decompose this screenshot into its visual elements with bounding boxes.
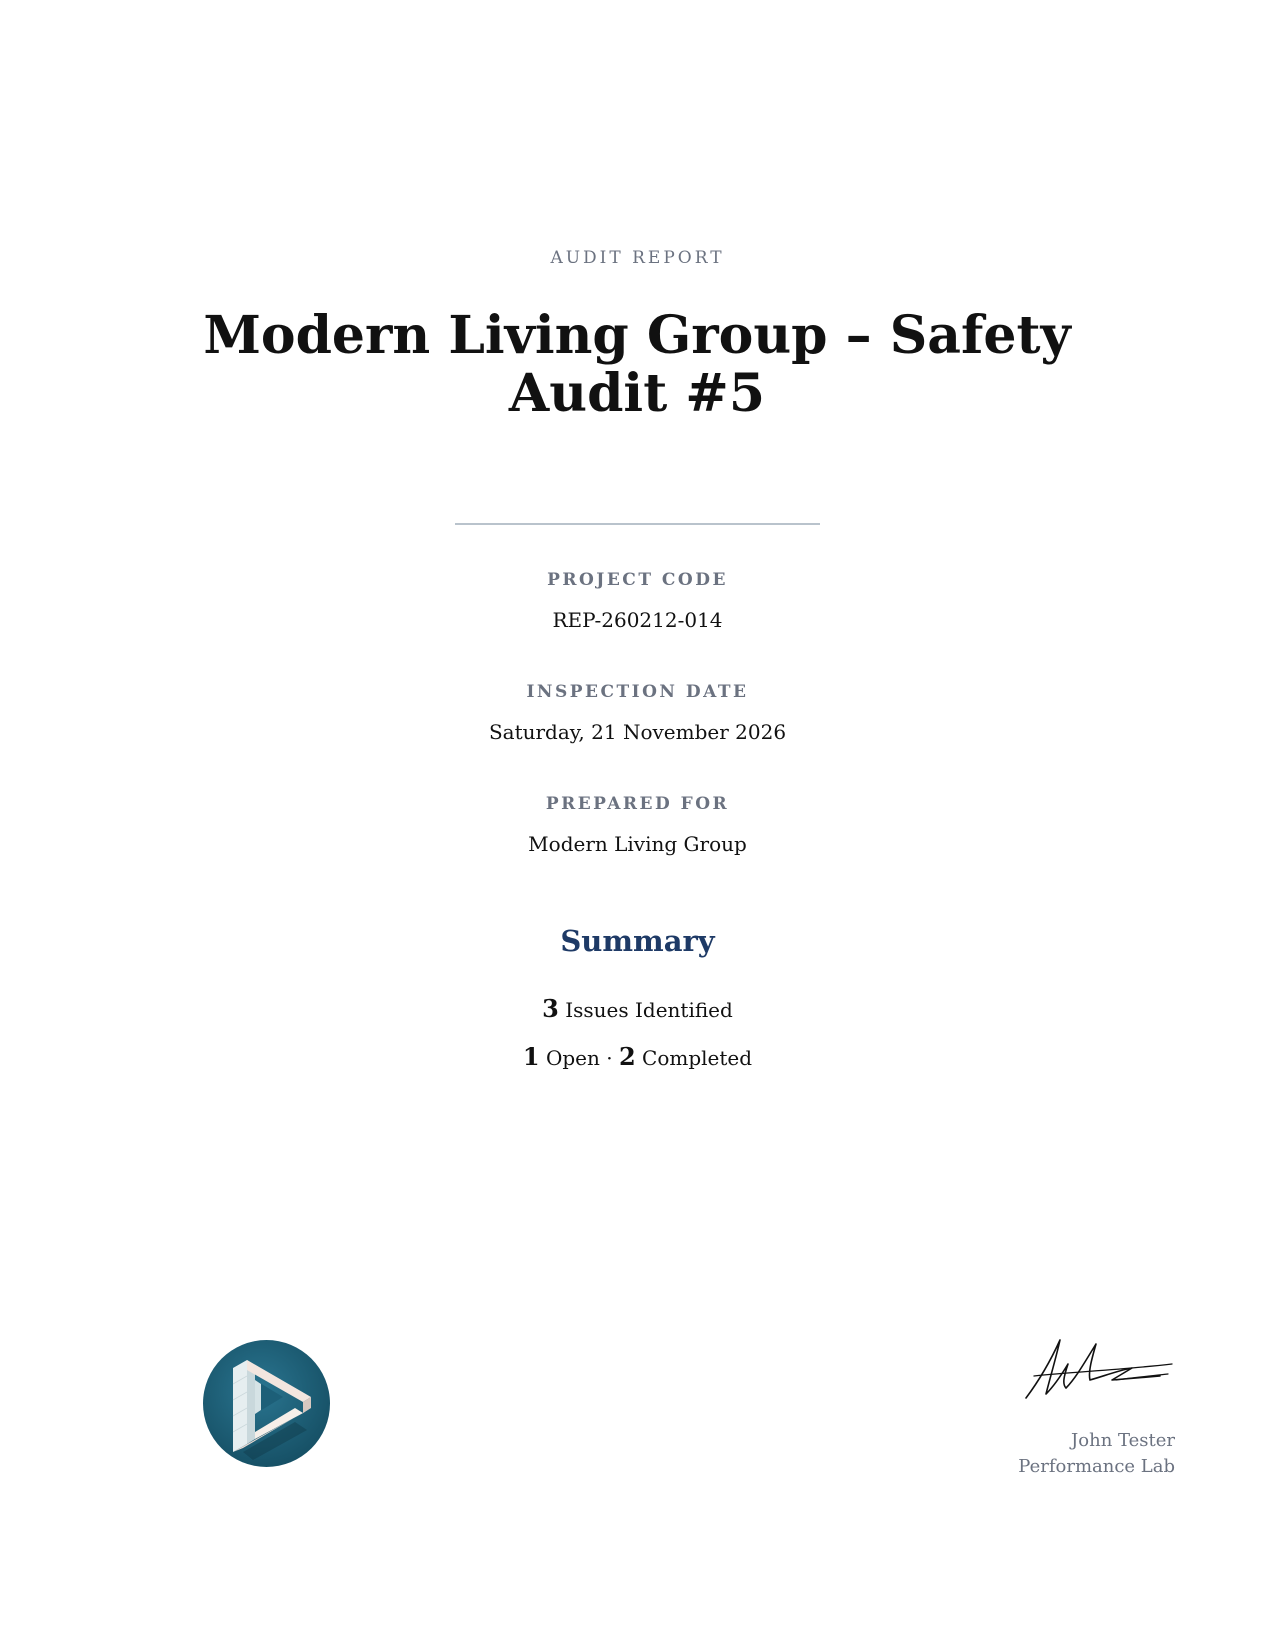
inspection-date-label: INSPECTION DATE: [526, 682, 749, 702]
summary-issues-line: [0, 994, 1275, 1023]
report-title: Modern Living Group – Safety Audit #5: [203, 305, 1071, 424]
summary-heading: Summary: [560, 924, 715, 958]
issues-label: Issues Identified: [565, 998, 733, 1022]
report-type-label: AUDIT REPORT: [550, 248, 725, 268]
prepared-for-value: Modern Living Group: [528, 832, 747, 856]
open-count: 1: [522, 1042, 540, 1071]
project-code-value: REP-260212-014: [552, 608, 723, 632]
status-separator: ·: [606, 1046, 613, 1070]
prepared-for-field: [0, 794, 1275, 856]
impossible-triangle-logo-icon: [203, 1340, 330, 1467]
signer-name: John Tester: [1071, 1430, 1175, 1451]
inspection-date-value: Saturday, 21 November 2026: [488, 720, 787, 744]
signature-handwritten: [1020, 1330, 1180, 1410]
project-code-field: [0, 570, 1275, 632]
summary-status-line: [0, 1042, 1275, 1071]
issues-count: 3: [542, 994, 559, 1023]
completed-count: 2: [618, 1042, 636, 1071]
open-label: Open: [545, 1046, 600, 1070]
signer-organization: Performance Lab: [1018, 1456, 1175, 1477]
signer-block: [1018, 1428, 1175, 1480]
project-code-label: PROJECT CODE: [547, 570, 728, 590]
inspection-date-field: [0, 682, 1275, 744]
title-divider: [455, 523, 820, 525]
completed-label: Completed: [642, 1046, 753, 1070]
prepared-for-label: PREPARED FOR: [545, 794, 730, 814]
